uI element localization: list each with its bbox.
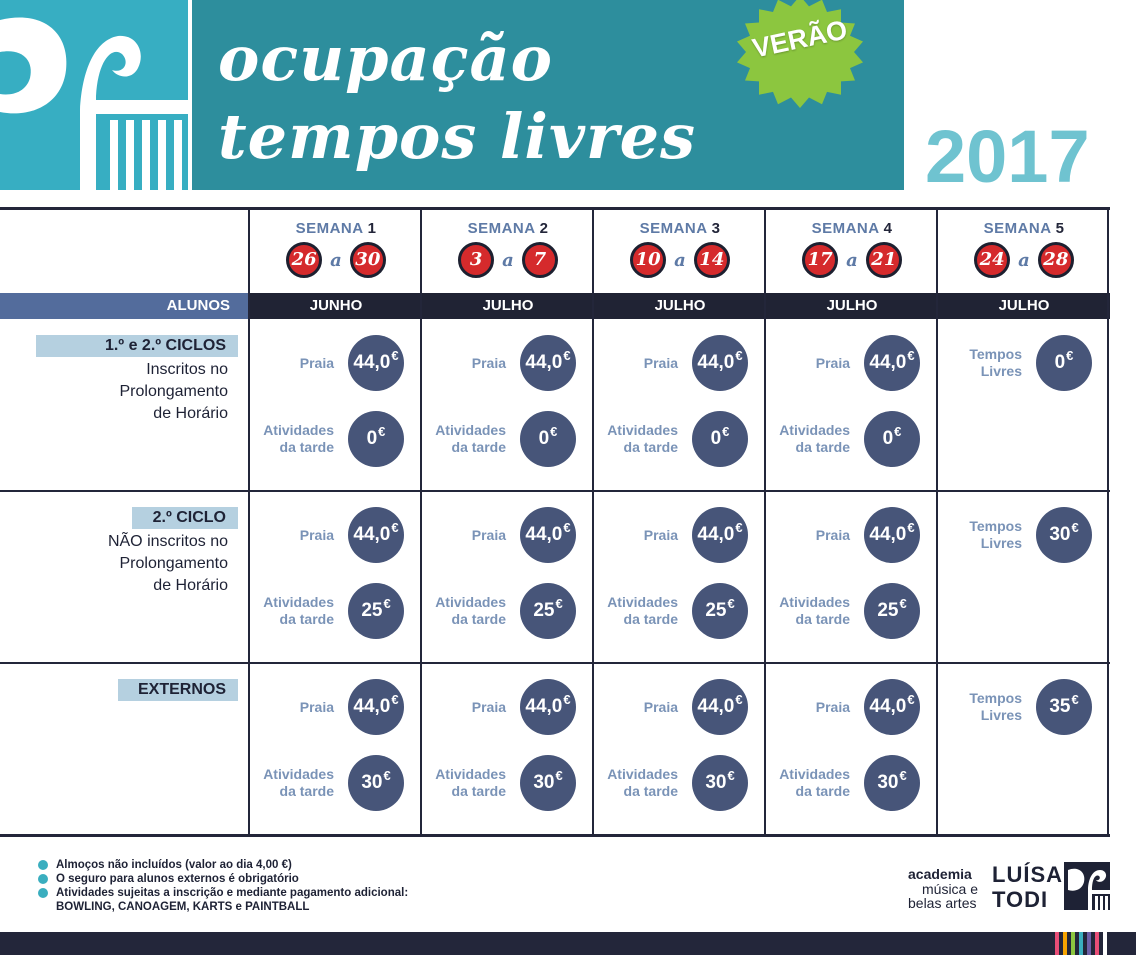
bullet-icon — [38, 860, 48, 870]
week-header-3 — [594, 207, 766, 293]
activity-label — [816, 679, 850, 735]
activity-label-line: Atividades — [779, 422, 850, 438]
group-description-line: NÃO inscritos no — [107, 533, 228, 550]
activity-label — [300, 335, 334, 391]
table-divider — [0, 207, 1110, 210]
activity-label-line: Praia — [815, 698, 850, 715]
price-item — [250, 507, 404, 563]
activity-label-line: da tarde — [451, 611, 506, 627]
month-label: JUNHO — [309, 297, 363, 314]
price-value: 30 — [361, 772, 383, 793]
week-title — [938, 220, 1110, 237]
price-item — [766, 411, 920, 467]
price-value: 44,0 — [697, 696, 735, 717]
price-item — [594, 755, 748, 811]
euro-symbol: € — [391, 347, 399, 363]
price-value: 0 — [882, 428, 894, 449]
footer-note-text: O seguro para alunos externos é obrigatório — [56, 873, 299, 885]
bullet-icon — [38, 874, 48, 884]
activity-label-line: Atividades — [263, 766, 334, 782]
date-end: 7 — [522, 242, 558, 278]
price-badge — [1036, 507, 1092, 563]
color-stripe — [1055, 932, 1059, 955]
week-label: SEMANA — [467, 220, 536, 237]
price-item — [766, 335, 920, 391]
price-badge — [348, 411, 404, 467]
activity-label-line: da tarde — [451, 439, 506, 455]
table-divider — [0, 834, 1110, 837]
price-badge — [692, 583, 748, 639]
price-badge — [692, 335, 748, 391]
activity-label-line: Atividades — [263, 422, 334, 438]
euro-symbol: € — [378, 423, 386, 439]
date-range — [938, 242, 1110, 278]
price-item — [938, 507, 1092, 563]
group-description — [119, 359, 228, 425]
euro-symbol: € — [555, 767, 563, 783]
week-title — [594, 220, 766, 237]
week-number: 2 — [539, 220, 549, 237]
activity-label-line: da tarde — [279, 439, 334, 455]
bottom-bar — [0, 932, 1136, 955]
price-value: 44,0 — [869, 524, 907, 545]
activity-label-line: Praia — [299, 526, 334, 543]
activity-label — [300, 679, 334, 735]
price-badge — [692, 507, 748, 563]
price-value: 44,0 — [525, 696, 563, 717]
activity-label-line: da tarde — [623, 611, 678, 627]
price-value: 44,0 — [869, 352, 907, 373]
page-title-line-1: ocupação — [218, 22, 553, 95]
activity-label — [435, 583, 506, 639]
harp-logo-icon — [0, 0, 188, 190]
euro-symbol: € — [1066, 347, 1074, 363]
price-badge — [348, 755, 404, 811]
price-badge — [520, 411, 576, 467]
activity-label-line: Praia — [299, 698, 334, 715]
price-item — [422, 411, 576, 467]
price-item — [250, 755, 404, 811]
color-stripe — [1063, 932, 1067, 955]
price-item — [422, 583, 576, 639]
price-value: 30 — [533, 772, 555, 793]
logo-block — [0, 0, 188, 190]
price-item — [250, 583, 404, 639]
color-stripe — [1095, 932, 1099, 955]
activity-label — [644, 335, 678, 391]
activity-label-line: Livres — [980, 707, 1022, 723]
euro-symbol: € — [735, 519, 743, 535]
date-end: 21 — [866, 242, 902, 278]
activity-label-line: Tempos — [969, 518, 1022, 534]
date-start: 24 — [974, 242, 1010, 278]
week-title — [422, 220, 594, 237]
activity-label — [779, 583, 850, 639]
group-description-line: Prolongamento — [119, 555, 228, 572]
week-header-1 — [250, 207, 422, 293]
price-badge — [348, 583, 404, 639]
activity-label-line: da tarde — [623, 783, 678, 799]
table-divider — [0, 490, 1110, 492]
footer-notes — [38, 858, 408, 914]
price-badge — [520, 583, 576, 639]
euro-symbol: € — [907, 519, 915, 535]
price-badge — [520, 507, 576, 563]
activity-label-line: Praia — [299, 354, 334, 371]
date-separator: a — [502, 249, 514, 271]
price-value: 25 — [361, 600, 383, 621]
euro-symbol: € — [563, 519, 571, 535]
month-label: JULHO — [654, 297, 706, 314]
activity-label — [607, 411, 678, 467]
activity-label-line: Atividades — [607, 766, 678, 782]
footer-note — [38, 900, 408, 914]
price-value: 35 — [1049, 696, 1071, 717]
harp-mark-icon — [1064, 862, 1110, 910]
price-item — [938, 679, 1092, 735]
group-description-line: Inscritos no — [146, 361, 228, 378]
price-value: 0 — [366, 428, 378, 449]
euro-symbol: € — [899, 595, 907, 611]
price-badge — [1036, 335, 1092, 391]
activity-label-line: da tarde — [279, 611, 334, 627]
week-label: SEMANA — [811, 220, 880, 237]
activity-label — [607, 583, 678, 639]
activity-label-line: Atividades — [607, 422, 678, 438]
schedule-table — [0, 207, 1110, 837]
activity-label-line: da tarde — [279, 783, 334, 799]
price-badge — [520, 335, 576, 391]
price-value: 44,0 — [697, 352, 735, 373]
euro-symbol: € — [391, 691, 399, 707]
column-divider — [764, 207, 766, 837]
season-badge-label: VERÃO — [749, 14, 850, 64]
week-number: 1 — [367, 220, 377, 237]
price-badge — [520, 679, 576, 735]
activity-label-line: Praia — [471, 698, 506, 715]
price-item — [250, 335, 404, 391]
activity-label — [969, 335, 1022, 391]
price-item — [766, 755, 920, 811]
activity-label — [779, 755, 850, 811]
color-stripe — [1087, 932, 1091, 955]
price-value: 44,0 — [697, 524, 735, 545]
week-number: 3 — [711, 220, 721, 237]
activity-label — [435, 411, 506, 467]
activity-label — [816, 507, 850, 563]
date-range — [594, 242, 766, 278]
activity-label — [435, 755, 506, 811]
price-badge — [864, 679, 920, 735]
price-item — [766, 583, 920, 639]
price-item — [422, 335, 576, 391]
week-label: SEMANA — [639, 220, 708, 237]
group-tag-text: 2.º CICLO — [152, 509, 226, 526]
price-value: 44,0 — [525, 352, 563, 373]
price-badge — [692, 411, 748, 467]
week-header-2 — [422, 207, 594, 293]
price-item — [594, 583, 748, 639]
price-value: 44,0 — [353, 524, 391, 545]
euro-symbol: € — [563, 691, 571, 707]
brand-belas-artes: belas artes — [908, 895, 977, 911]
brand-musica: música e — [922, 881, 979, 897]
brand-logo — [908, 862, 1108, 914]
group-label-1 — [0, 335, 248, 455]
footer-note — [38, 872, 408, 886]
footer-note-text: Atividades sujeitas a inscrição e mediante pagamento adicional: — [56, 887, 409, 899]
price-badge — [864, 411, 920, 467]
activity-label-line: Atividades — [435, 766, 506, 782]
activity-label-line: Praia — [471, 526, 506, 543]
alunos-label: ALUNOS — [166, 297, 230, 314]
price-item — [422, 755, 576, 811]
month-label: JULHO — [998, 297, 1050, 314]
week-label: SEMANA — [295, 220, 364, 237]
activity-label — [779, 411, 850, 467]
price-item — [766, 507, 920, 563]
color-stripe — [1103, 932, 1107, 955]
week-header-4 — [766, 207, 938, 293]
brand-academia: academia — [908, 866, 972, 882]
activity-label-line: Tempos — [969, 346, 1022, 362]
euro-symbol: € — [899, 767, 907, 783]
price-badge — [692, 755, 748, 811]
footer-note — [38, 886, 408, 900]
month-label: JULHO — [826, 297, 878, 314]
euro-symbol: € — [727, 767, 735, 783]
color-stripe — [1079, 932, 1083, 955]
activity-label — [472, 335, 506, 391]
euro-symbol: € — [907, 347, 915, 363]
price-badge — [348, 679, 404, 735]
euro-symbol: € — [555, 595, 563, 611]
euro-symbol: € — [907, 691, 915, 707]
group-description — [108, 531, 228, 597]
euro-symbol: € — [383, 767, 391, 783]
activity-label-line: Praia — [643, 698, 678, 715]
price-value: 44,0 — [869, 696, 907, 717]
group-tag-text: EXTERNOS — [137, 681, 226, 698]
price-badge — [348, 507, 404, 563]
activity-label-line: da tarde — [795, 783, 850, 799]
price-value: 44,0 — [353, 352, 391, 373]
footer-note — [38, 858, 408, 872]
date-range — [422, 242, 594, 278]
season-badge — [730, 0, 870, 115]
euro-symbol: € — [727, 595, 735, 611]
date-range — [250, 242, 422, 278]
brand-todi: TODI — [992, 887, 1049, 912]
activity-label-line: Atividades — [435, 594, 506, 610]
activity-label — [969, 507, 1022, 563]
price-value: 30 — [705, 772, 727, 793]
activity-label-line: Atividades — [435, 422, 506, 438]
activity-label-line: Praia — [643, 354, 678, 371]
price-badge — [864, 507, 920, 563]
column-divider — [420, 207, 422, 837]
price-value: 44,0 — [353, 696, 391, 717]
activity-label-line: da tarde — [795, 439, 850, 455]
activity-label-line: Praia — [471, 354, 506, 371]
price-item — [250, 411, 404, 467]
activity-label — [816, 335, 850, 391]
price-value: 25 — [877, 600, 899, 621]
euro-symbol: € — [735, 691, 743, 707]
activity-label-line: Livres — [980, 535, 1022, 551]
price-item — [594, 679, 748, 735]
date-separator: a — [846, 249, 858, 271]
activity-label-line: Atividades — [263, 594, 334, 610]
year-label: 2017 — [925, 115, 1090, 198]
activity-label — [607, 755, 678, 811]
euro-symbol: € — [563, 347, 571, 363]
footer-note-text: Almoços não incluídos (valor ao dia 4,00 €) — [56, 859, 292, 871]
column-divider — [592, 207, 594, 837]
price-badge — [348, 335, 404, 391]
week-title — [766, 220, 938, 237]
activity-label — [300, 507, 334, 563]
brand-luisa: LUÍSA — [992, 862, 1063, 887]
price-badge — [692, 679, 748, 735]
week-label: SEMANA — [983, 220, 1052, 237]
price-value: 44,0 — [525, 524, 563, 545]
price-item — [250, 679, 404, 735]
footer-note-text: BOWLING, CANOAGEM, KARTS e PAINTBALL — [56, 901, 310, 913]
date-range — [766, 242, 938, 278]
price-badge — [864, 583, 920, 639]
activity-label-line: Tempos — [969, 690, 1022, 706]
activity-label-line: Atividades — [779, 594, 850, 610]
activity-label-line: Praia — [815, 526, 850, 543]
price-item — [766, 679, 920, 735]
activity-label — [263, 411, 334, 467]
date-end: 30 — [350, 242, 386, 278]
date-end: 14 — [694, 242, 730, 278]
activity-label-line: Atividades — [607, 594, 678, 610]
price-item — [594, 507, 748, 563]
price-item — [938, 335, 1092, 391]
price-badge — [864, 335, 920, 391]
month-label: JULHO — [482, 297, 534, 314]
euro-symbol: € — [1071, 691, 1079, 707]
alunos-header — [0, 293, 248, 319]
price-badge — [1036, 679, 1092, 735]
price-value: 30 — [877, 772, 899, 793]
euro-symbol: € — [391, 519, 399, 535]
price-value: 30 — [1049, 524, 1071, 545]
group-tag-text: 1.º e 2.º CICLOS — [104, 337, 226, 354]
date-separator: a — [330, 249, 342, 271]
euro-symbol: € — [383, 595, 391, 611]
activity-label — [644, 679, 678, 735]
price-value: 25 — [705, 600, 727, 621]
group-label-2 — [0, 507, 248, 627]
activity-label — [263, 583, 334, 639]
activity-label — [263, 755, 334, 811]
euro-symbol: € — [722, 423, 730, 439]
activity-label — [644, 507, 678, 563]
euro-symbol: € — [550, 423, 558, 439]
euro-symbol: € — [894, 423, 902, 439]
date-end: 28 — [1038, 242, 1074, 278]
date-start: 3 — [458, 242, 494, 278]
bullet-icon — [38, 888, 48, 898]
price-value: 0 — [710, 428, 722, 449]
price-badge — [520, 755, 576, 811]
activity-label — [472, 507, 506, 563]
week-number: 5 — [1055, 220, 1065, 237]
activity-label-line: Praia — [643, 526, 678, 543]
date-separator: a — [674, 249, 686, 271]
price-value: 0 — [1054, 352, 1066, 373]
activity-label-line: da tarde — [623, 439, 678, 455]
price-item — [422, 507, 576, 563]
column-divider — [248, 207, 250, 837]
activity-label-line: da tarde — [795, 611, 850, 627]
color-stripes — [1055, 932, 1107, 955]
price-item — [594, 411, 748, 467]
price-item — [594, 335, 748, 391]
page-title-line-2: tempos livres — [218, 100, 697, 173]
date-start: 26 — [286, 242, 322, 278]
activity-label-line: Praia — [815, 354, 850, 371]
column-divider — [1107, 207, 1109, 837]
week-title — [250, 220, 422, 237]
euro-symbol: € — [735, 347, 743, 363]
activity-label — [969, 679, 1022, 735]
euro-symbol: € — [1071, 519, 1079, 535]
color-stripe — [1071, 932, 1075, 955]
date-start: 17 — [802, 242, 838, 278]
price-item — [422, 679, 576, 735]
price-badge — [864, 755, 920, 811]
price-value: 0 — [538, 428, 550, 449]
activity-label-line: Livres — [980, 363, 1022, 379]
table-divider — [0, 662, 1110, 664]
group-label-3 — [0, 679, 248, 799]
group-description-line: de Horário — [153, 405, 228, 422]
group-description-line: de Horário — [153, 577, 228, 594]
activity-label-line: da tarde — [451, 783, 506, 799]
date-start: 10 — [630, 242, 666, 278]
date-separator: a — [1018, 249, 1030, 271]
activity-label-line: Atividades — [779, 766, 850, 782]
activity-label — [472, 679, 506, 735]
week-number: 4 — [883, 220, 893, 237]
group-description-line: Prolongamento — [119, 383, 228, 400]
price-value: 25 — [533, 600, 555, 621]
column-divider — [936, 207, 938, 837]
week-header-5 — [938, 207, 1110, 293]
